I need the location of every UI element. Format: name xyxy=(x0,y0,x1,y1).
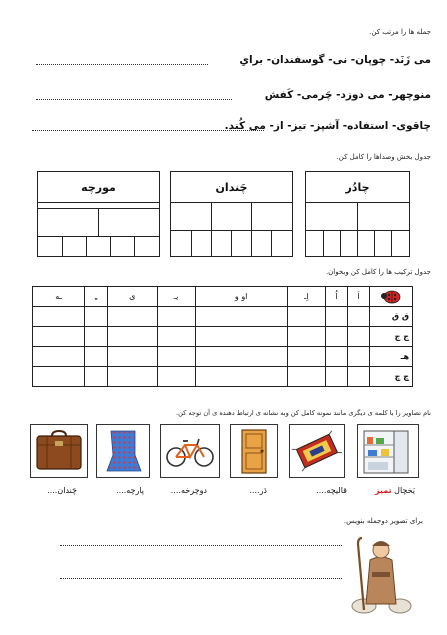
answer-line-1[interactable] xyxy=(36,64,208,65)
sentence-2: منوچهر- می دوزد- چَرمی- کَفش xyxy=(264,89,431,101)
grid-row xyxy=(33,327,413,347)
bicycle-icon xyxy=(160,424,220,478)
writing-line-2[interactable] xyxy=(60,578,342,579)
answer-line-3[interactable] xyxy=(32,130,264,131)
suitcase-icon xyxy=(30,424,88,478)
grid-header-cell: ـِ xyxy=(85,287,108,307)
label-suitcase: چَندان.... xyxy=(47,486,77,495)
grid-row xyxy=(33,367,413,387)
grid-row xyxy=(33,347,413,367)
syllable-table-word: مورچه xyxy=(38,172,159,203)
sentence-1: می زَنَد- چوپان- نی- گوسفندان- برایِ xyxy=(239,54,431,66)
section3-title: جدول ترکیب ها را کامل کن وبخوان. xyxy=(325,268,431,276)
grid-header-row xyxy=(33,287,413,307)
label-fridge xyxy=(375,486,415,495)
combination-grid xyxy=(32,286,413,387)
label-fabric: پارچه.... xyxy=(116,486,144,495)
section5-title: برای تصویر دوجمله بنویس. xyxy=(343,517,423,525)
door-icon xyxy=(230,424,278,478)
syllable-table-chador xyxy=(305,171,410,257)
syllable-table-chandan xyxy=(170,171,293,257)
fridge-icon xyxy=(357,424,419,478)
syllable-table-word: چَندان xyxy=(171,172,292,203)
grid-header-cell: اِـ xyxy=(287,287,325,307)
section4-title: نام تصاویر را با کلمه ی دیگری مانند نمونه کامل کن وبه نشانه ی ارتباط دهنده ی آن توجه کن. xyxy=(176,409,431,417)
shepherd-icon xyxy=(350,532,412,616)
ladybug-icon xyxy=(370,287,413,307)
label-fridge-accent: تمیز xyxy=(375,486,392,495)
grid-row-label: ج ج xyxy=(370,327,413,347)
rug-icon xyxy=(289,424,345,478)
grid-row xyxy=(33,307,413,327)
section1-title: جمله ها را مرتب کن. xyxy=(369,28,431,36)
answer-line-2[interactable] xyxy=(36,99,232,100)
grid-header-cell: او و xyxy=(195,287,287,307)
syllable-table-word: چادُر xyxy=(306,172,409,203)
grid-row-label: هـ xyxy=(370,347,413,367)
sentence-3: چاقوی- استفاده- آشپز- تیز- از- می کُند. xyxy=(224,120,431,132)
grid-header-cell: یـ xyxy=(157,287,195,307)
grid-header-cell: ی xyxy=(107,287,157,307)
grid-row-label: چ چ xyxy=(370,367,413,387)
writing-line-1[interactable] xyxy=(60,545,342,546)
grid-header-cell: اُ xyxy=(325,287,347,307)
label-bicycle: دوچرخه.... xyxy=(170,486,207,495)
section2-title: جدول بخش وصداها را کامل کن. xyxy=(336,153,431,161)
label-rug: قالیچه.... xyxy=(316,486,347,495)
grid-header-cell: ـه xyxy=(33,287,85,307)
syllable-table-moorche xyxy=(37,171,160,257)
grid-row-label: ق ق xyxy=(370,307,413,327)
label-door: دَر.... xyxy=(249,486,267,495)
fabric-icon xyxy=(96,424,150,478)
label-fridge-word: یَخچال xyxy=(391,486,415,495)
grid-header-cell: اَ xyxy=(347,287,369,307)
